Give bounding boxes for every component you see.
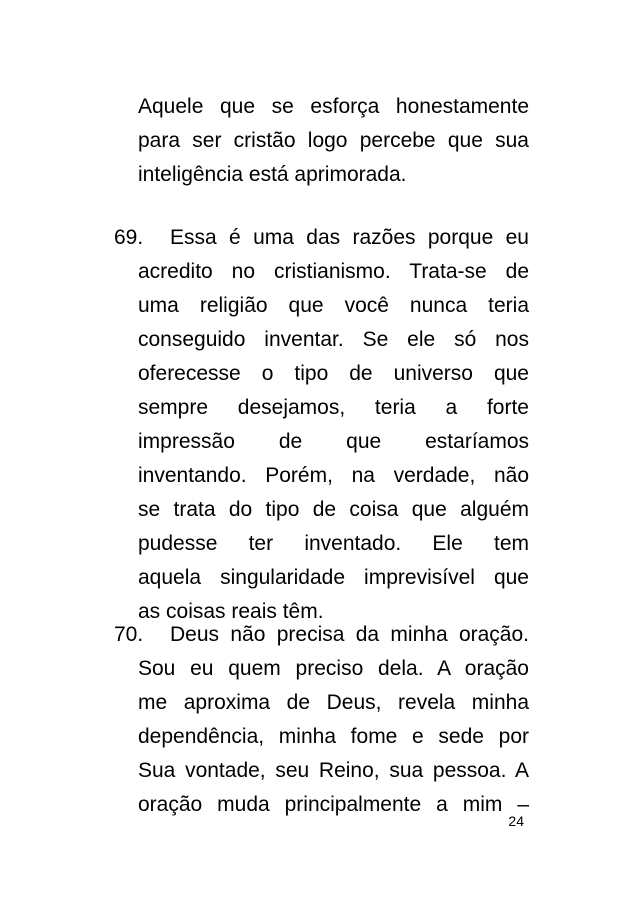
text-line: sempre desejamos, teria a forte xyxy=(138,396,529,419)
numbered-line xyxy=(114,618,529,652)
text-line: me aproxima de Deus, revela minha xyxy=(138,691,529,714)
paragraph-69 xyxy=(114,221,529,629)
paragraph-number: 69. xyxy=(114,226,144,249)
numbered-line xyxy=(114,221,529,255)
text-line: pudesse ter inventado. Ele tem xyxy=(138,532,529,555)
paragraph-number: 70. xyxy=(114,623,144,646)
text-line: para ser cristão logo percebe que sua xyxy=(138,129,529,152)
text-line: Essa é uma das razões porque eu xyxy=(170,226,529,249)
paragraph-70 xyxy=(114,618,529,822)
text-line: se trata do tipo de coisa que alguém xyxy=(138,498,529,521)
text-line: Aquele que se esforça honestamente xyxy=(138,95,529,118)
text-line: acredito no cristianismo. Trata-se de xyxy=(138,260,529,283)
text-line: Deus não precisa da minha oração. xyxy=(170,623,529,646)
text-line: inteligência está aprimorada. xyxy=(138,163,407,186)
text-line: Sua vontade, seu Reino, sua pessoa. A xyxy=(138,759,529,782)
text-line: as coisas reais têm. xyxy=(138,600,324,623)
text-line: dependência, minha fome e sede por xyxy=(138,725,529,748)
text-line: Sou eu quem preciso dela. A oração xyxy=(138,657,529,680)
text-line: aquela singularidade imprevisível que xyxy=(138,566,529,589)
text-line: inventando. Porém, na verdade, não xyxy=(138,464,529,487)
text-line: oferecesse o tipo de universo que xyxy=(138,362,529,385)
text-line: conseguido inventar. Se ele só nos xyxy=(138,328,529,351)
text-line: uma religião que você nunca teria xyxy=(138,294,529,317)
text-line: oração muda principalmente a mim – xyxy=(138,793,529,816)
page-number: 24 xyxy=(508,813,524,829)
text-line: impressão de que estaríamos xyxy=(138,430,529,453)
intro-paragraph xyxy=(114,90,529,192)
